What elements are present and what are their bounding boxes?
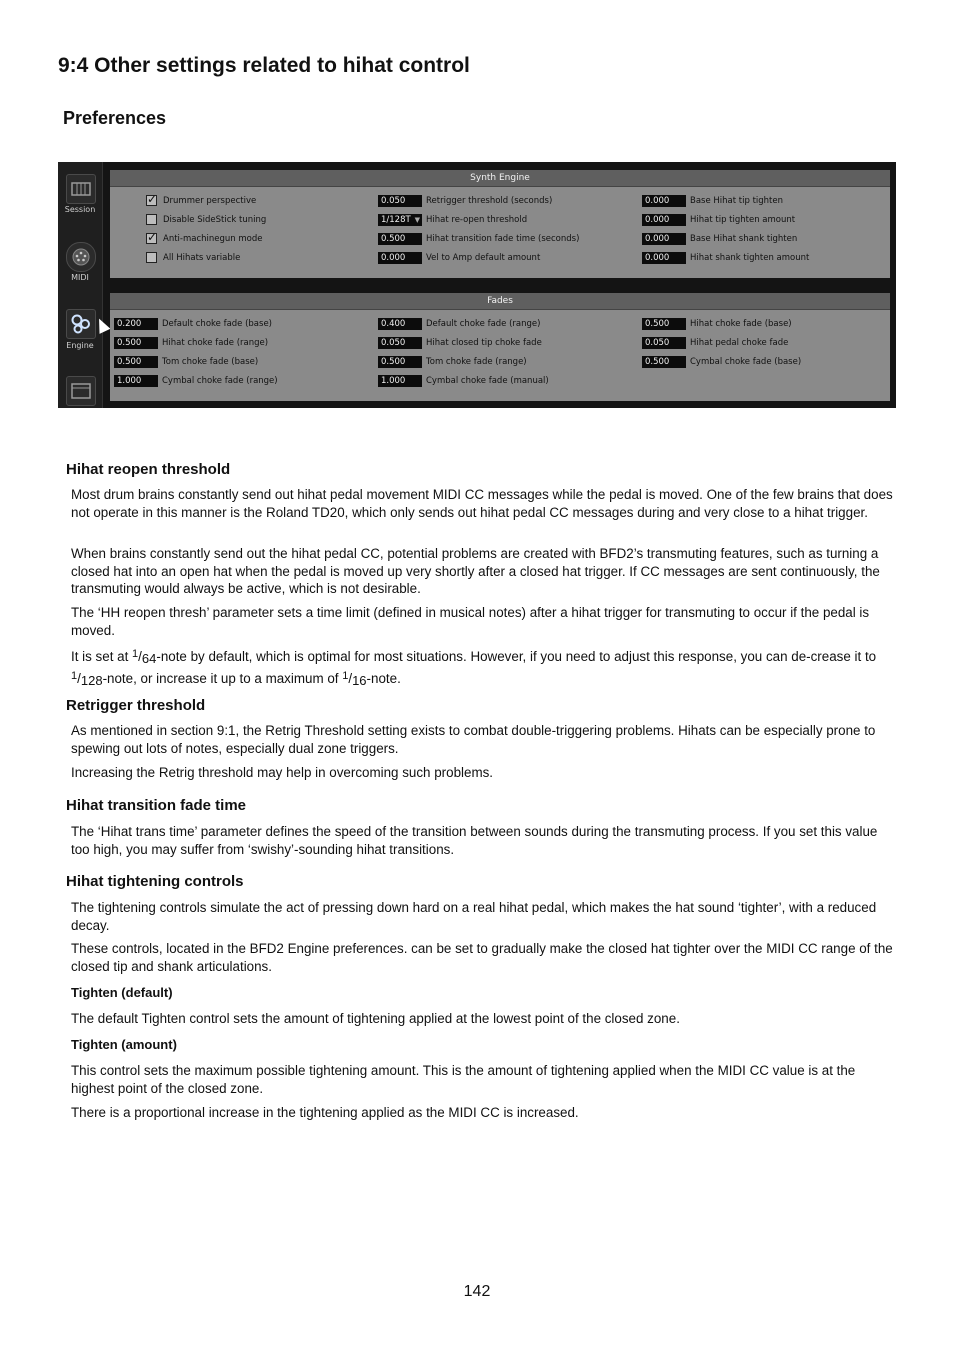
- text: -note.: [366, 670, 401, 686]
- param-label: Hihat pedal choke fade: [690, 337, 789, 348]
- reopen-paragraph-4: It is set at $^1$/64-note by default, which is optimal for most situations. However, if you need to adjust this response, you can de-crease it to $^1$/128-note, or increase it up to a maximum of $^1$/16-note.: [71, 648, 877, 688]
- param-row: [378, 232, 579, 245]
- fraction-denominator: 128: [80, 672, 103, 688]
- value-field[interactable]: 0.500: [378, 356, 422, 368]
- engine-label: Engine: [66, 341, 94, 350]
- fades-title: Fades: [110, 293, 890, 310]
- param-row: [114, 374, 278, 387]
- param-label: Hihat tip tighten amount: [690, 214, 796, 225]
- fraction-denominator: 16: [352, 672, 367, 688]
- param-row: [642, 355, 801, 368]
- option-label: Disable SideStick tuning: [163, 214, 267, 225]
- value-field[interactable]: 1.000: [114, 375, 158, 387]
- fraction-numerator: 1: [342, 669, 349, 682]
- value-field[interactable]: 0.000: [642, 252, 686, 264]
- value-field[interactable]: 0.500: [642, 318, 686, 330]
- param-label: Hihat closed tip choke fade: [426, 337, 542, 348]
- param-label: Cymbal choke fade (base): [690, 356, 802, 367]
- value-field[interactable]: 0.500: [642, 356, 686, 368]
- param-row: [642, 317, 792, 330]
- param-label: Hihat choke fade (range): [162, 337, 269, 348]
- param-row: [378, 251, 540, 264]
- page-number: 142: [463, 1283, 491, 1300]
- midi-label: MIDI: [71, 273, 89, 282]
- midi-port-icon: [71, 247, 91, 267]
- engine-icon: [70, 313, 92, 335]
- fraction-numerator: 1: [71, 669, 78, 682]
- checkbox[interactable]: [146, 252, 157, 263]
- anti-machinegun-row[interactable]: [146, 232, 262, 245]
- view-tab[interactable]: [66, 376, 96, 406]
- value-field[interactable]: 0.050: [378, 195, 422, 207]
- page-title: 9:4 Other settings related to hihat control: [58, 54, 470, 77]
- tightening-paragraph-2: These controls, located in the BFD2 Engine preferences. can be set to gradually make the closed hat tighter over the MIDI CC range of the closed tip and shank articulations.: [71, 941, 893, 974]
- param-row: [642, 336, 788, 349]
- option-label: Drummer perspective: [163, 195, 257, 206]
- section-title: Preferences: [63, 108, 167, 128]
- param-label: Cymbal choke fade (range): [162, 375, 278, 386]
- param-label: Hihat shank tighten amount: [690, 252, 810, 263]
- param-row: [642, 251, 809, 264]
- reopen-paragraph-2: When brains constantly send out the hihat pedal CC, potential problems are created with BFD2’s transmuting features, such as turning a closed hat into an open hat when the pedal is moved up very shortly after a closed hat trigger. If CC messages are sent continuously, the transmuting would always be active, which is not desirable.: [71, 546, 880, 597]
- value-field[interactable]: 0.000: [642, 214, 686, 226]
- option-label: All Hihats variable: [163, 252, 241, 263]
- param-row: [378, 317, 540, 330]
- session-label: Session: [64, 205, 96, 214]
- value-field[interactable]: 0.000: [378, 252, 422, 264]
- transition-paragraph-1: The ‘Hihat trans time’ parameter defines the speed of the transition between sounds during the transmuting process. If you set this value too high, you may suffer from ‘swishy’-sounding hihat transitions.: [71, 824, 878, 857]
- value-dropdown[interactable]: 1/128T ▼: [378, 214, 422, 226]
- param-label: Hihat re-open threshold: [426, 214, 528, 225]
- param-row: [114, 317, 272, 330]
- synth-engine-group: [110, 170, 890, 278]
- window-icon: [71, 382, 91, 400]
- tighten-default-paragraph: The default Tighten control sets the amount of tightening applied at the lowest point of the closed zone.: [71, 1011, 680, 1026]
- tighten-amount-heading: Tighten (amount): [71, 1037, 177, 1052]
- param-row: [378, 213, 527, 226]
- param-label: Hihat choke fade (base): [690, 318, 792, 329]
- reopen-paragraph-1: Most drum brains constantly send out hihat pedal movement MIDI CC messages while the pedal is moved. One of the few brains that does not operate in this manner is the Roland TD20, which only sends out hihat pedal CC messages during and very close to a hihat trigger.: [71, 487, 893, 520]
- param-row: [378, 355, 527, 368]
- checkbox[interactable]: [146, 214, 157, 225]
- synth-engine-title: Synth Engine: [110, 170, 890, 187]
- param-row: [114, 336, 268, 349]
- value-field[interactable]: 0.500: [378, 233, 422, 245]
- sidebar: [58, 162, 103, 408]
- param-label: Vel to Amp default amount: [426, 252, 541, 263]
- param-label: Base Hihat shank tighten: [690, 233, 798, 244]
- reopen-heading: Hihat reopen threshold: [66, 461, 231, 478]
- preferences-screenshot: [58, 162, 896, 408]
- param-label: Cymbal choke fade (manual): [426, 375, 549, 386]
- param-label: Tom choke fade (base): [162, 356, 259, 367]
- all-hihats-variable-row[interactable]: [146, 251, 240, 264]
- fades-group: [110, 293, 890, 401]
- param-row: [114, 355, 258, 368]
- param-label: Base Hihat tip tighten: [690, 195, 784, 206]
- value-field[interactable]: 0.050: [642, 337, 686, 349]
- tightening-paragraph-1: The tightening controls simulate the act of pressing down hard on a real hihat pedal, which makes the hat sound ‘tighter’, with a reduced decay.: [71, 900, 877, 933]
- checkbox[interactable]: [146, 233, 157, 244]
- fraction-numerator: 1: [132, 648, 139, 660]
- param-label: Default choke fade (base): [162, 318, 272, 329]
- reopen-paragraph-3: The ‘HH reopen thresh’ parameter sets a time limit (defined in musical notes) after a hihat trigger for transmuting to occur if the pedal is moved.: [71, 605, 870, 638]
- param-label: Tom choke fade (range): [426, 356, 527, 367]
- retrigger-heading: Retrigger threshold: [66, 697, 206, 714]
- fraction-denominator: 64: [141, 651, 157, 666]
- value-field[interactable]: 0.200: [114, 318, 158, 330]
- midi-tab[interactable]: [66, 242, 96, 272]
- param-row: [642, 194, 783, 207]
- tighten-proportional-paragraph: There is a proportional increase in the tightening applied as the MIDI CC is increased.: [71, 1105, 579, 1120]
- text: It is set at: [71, 649, 133, 664]
- grid-icon: [71, 181, 91, 197]
- checkbox[interactable]: [146, 195, 157, 206]
- tighten-default-heading: Tighten (default): [71, 985, 173, 1000]
- value-field[interactable]: 1.000: [378, 375, 422, 387]
- param-row: [642, 232, 797, 245]
- value-field[interactable]: 0.500: [114, 356, 158, 368]
- param-row: [378, 336, 542, 349]
- value-field[interactable]: 0.000: [642, 233, 686, 245]
- transition-heading: Hihat transition fade time: [66, 797, 247, 814]
- param-label: Hihat transition fade time (seconds): [426, 233, 580, 244]
- param-row: [378, 374, 549, 387]
- param-row: [378, 194, 552, 207]
- value-field[interactable]: 0.050: [378, 337, 422, 349]
- engine-tab[interactable]: [66, 309, 96, 339]
- retrigger-paragraph-1: As mentioned in section 9:1, the Retrig Threshold setting exists to combat double-triggering problems. Hihats can be especially prone to spewing out lots of notes, especially dual zone triggers.: [71, 723, 876, 756]
- retrigger-paragraph-2: Increasing the Retrig threshold may help in overcoming such problems.: [71, 765, 494, 780]
- value-field[interactable]: 0.000: [642, 195, 686, 207]
- session-tab[interactable]: [66, 174, 96, 204]
- value-field[interactable]: 0.400: [378, 318, 422, 330]
- text: -note by default, which is optimal for most situations. However, if you need to adjust this response, you can de-crease it to: [156, 649, 877, 664]
- option-label: Anti-machinegun mode: [163, 233, 263, 244]
- tightening-heading: Hihat tightening controls: [66, 873, 244, 890]
- param-label: Retrigger threshold (seconds): [426, 195, 553, 206]
- drummer-perspective-row[interactable]: [146, 194, 256, 207]
- value-field[interactable]: 0.500: [114, 337, 158, 349]
- param-row: [642, 213, 795, 226]
- disable-sidestick-row[interactable]: [146, 213, 266, 226]
- param-label: Default choke fade (range): [426, 318, 541, 329]
- tighten-amount-paragraph: This control sets the maximum possible tightening amount. This is the amount of tightening applied when the MIDI CC value is at the highest point of the closed zone.: [71, 1063, 856, 1096]
- text: -note, or increase it up to a maximum of: [102, 670, 343, 686]
